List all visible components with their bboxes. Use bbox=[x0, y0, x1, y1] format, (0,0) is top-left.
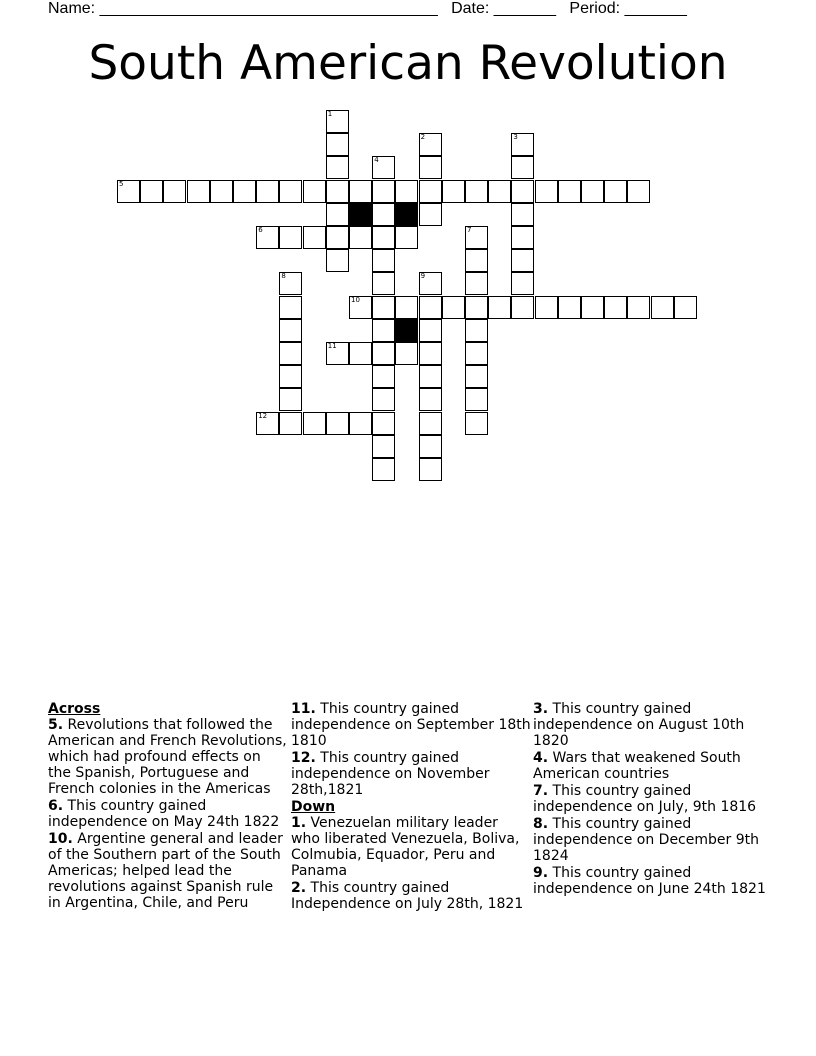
grid-cell[interactable] bbox=[303, 412, 326, 435]
grid-cell[interactable] bbox=[326, 412, 349, 435]
clue-down-9: 9. This country gained independence on June 24th 1821 bbox=[533, 865, 766, 897]
across-heading: Across bbox=[48, 701, 101, 717]
clue-down-3: 3. This country gained independence on August 10th 1820 bbox=[533, 701, 745, 749]
grid-cell[interactable] bbox=[419, 296, 442, 319]
grid-cell[interactable] bbox=[419, 412, 442, 435]
grid-cell[interactable] bbox=[442, 180, 465, 203]
clue-number-9: 9 bbox=[420, 272, 426, 281]
name-label: Name: bbox=[48, 0, 96, 17]
grid-cell[interactable] bbox=[256, 180, 279, 203]
grid-cell[interactable] bbox=[233, 180, 256, 203]
grid-cell[interactable] bbox=[372, 249, 395, 272]
grid-cell[interactable] bbox=[465, 412, 488, 435]
grid-cell[interactable] bbox=[326, 226, 349, 249]
grid-cell[interactable] bbox=[372, 226, 395, 249]
grid-cell[interactable] bbox=[442, 296, 465, 319]
grid-cell[interactable] bbox=[187, 180, 210, 203]
clue-column-1 bbox=[48, 701, 288, 912]
grid-cell[interactable] bbox=[535, 180, 558, 203]
grid-cell[interactable] bbox=[558, 296, 581, 319]
grid-cell[interactable] bbox=[279, 226, 302, 249]
grid-cell[interactable] bbox=[395, 296, 418, 319]
clue-number-8: 8 bbox=[281, 272, 286, 281]
grid-cell[interactable] bbox=[465, 296, 488, 319]
grid-cell[interactable] bbox=[279, 388, 302, 411]
grid-cell[interactable] bbox=[349, 180, 372, 203]
grid-cell[interactable] bbox=[210, 180, 233, 203]
grid-cell[interactable] bbox=[511, 180, 534, 203]
grid-cell[interactable] bbox=[349, 412, 372, 435]
grid-cell[interactable] bbox=[465, 342, 488, 365]
grid-cell[interactable] bbox=[163, 180, 186, 203]
grid-cell[interactable] bbox=[604, 180, 627, 203]
grid-cell[interactable] bbox=[581, 180, 604, 203]
grid-cell[interactable] bbox=[395, 342, 418, 365]
grid-cell[interactable] bbox=[279, 296, 302, 319]
grid-cell[interactable] bbox=[511, 203, 534, 226]
grid-cell[interactable] bbox=[303, 226, 326, 249]
clue-column-2 bbox=[291, 701, 531, 913]
grid-cell[interactable] bbox=[395, 180, 418, 203]
grid-cell[interactable] bbox=[372, 296, 395, 319]
clue-across-5: 5. Revolutions that followed the American and French Revolutions, which had profound effects on the Spanish, Portuguese and French colonies in the Americas bbox=[48, 717, 287, 797]
grid-cell[interactable] bbox=[511, 249, 534, 272]
clue-across-6: 6. This country gained independence on May 24th 1822 bbox=[48, 798, 280, 830]
clue-number-11: 11 bbox=[327, 342, 337, 350]
grid-cell[interactable] bbox=[511, 272, 534, 295]
black-cell bbox=[395, 319, 418, 342]
clue-number-10: 10 bbox=[351, 295, 360, 304]
grid-cell[interactable] bbox=[627, 180, 650, 203]
grid-cell[interactable] bbox=[326, 249, 349, 272]
black-cell bbox=[349, 203, 372, 226]
grid-cell[interactable] bbox=[349, 226, 372, 249]
grid-cell[interactable] bbox=[326, 156, 349, 179]
grid-cell[interactable] bbox=[140, 180, 163, 203]
clue-down-4: 4. Wars that weakened South American countries bbox=[533, 750, 741, 782]
grid-cell[interactable] bbox=[279, 319, 302, 342]
period-blank[interactable]: _______ bbox=[624, 0, 687, 17]
grid-cell[interactable] bbox=[627, 296, 650, 319]
clue-down-7: 7. This country gained independence on July, 9th 1816 bbox=[533, 783, 757, 815]
date-label: Date: bbox=[451, 0, 490, 17]
grid-cell[interactable] bbox=[511, 296, 534, 319]
grid-cell[interactable] bbox=[465, 249, 488, 272]
crossword-grid bbox=[0, 0, 816, 500]
clue-number-7: 7 bbox=[467, 226, 472, 234]
clue-number-12: 12 bbox=[258, 411, 268, 420]
grid-cell[interactable] bbox=[419, 203, 442, 226]
grid-cell[interactable] bbox=[488, 180, 511, 203]
grid-cell[interactable] bbox=[395, 226, 418, 249]
grid-cell[interactable] bbox=[419, 365, 442, 388]
grid-cell[interactable] bbox=[535, 296, 558, 319]
grid-cell[interactable] bbox=[326, 133, 349, 156]
grid-cell[interactable] bbox=[511, 156, 534, 179]
period-label: Period: bbox=[569, 0, 621, 17]
grid-cell[interactable] bbox=[674, 296, 697, 319]
grid-cell[interactable] bbox=[303, 180, 326, 203]
grid-cell[interactable] bbox=[419, 342, 442, 365]
name-blank[interactable]: ______________________________________ bbox=[99, 0, 438, 17]
grid-cell[interactable] bbox=[488, 296, 511, 319]
grid-cell[interactable] bbox=[372, 412, 395, 435]
grid-cell[interactable] bbox=[326, 203, 349, 226]
grid-cell[interactable] bbox=[419, 458, 442, 481]
clue-number-2: 2 bbox=[420, 133, 426, 142]
grid-cell[interactable] bbox=[419, 180, 442, 203]
grid-cell[interactable] bbox=[372, 458, 395, 481]
grid-cell[interactable] bbox=[326, 180, 349, 203]
grid-cell[interactable] bbox=[372, 388, 395, 411]
grid-cell[interactable] bbox=[279, 342, 302, 365]
clue-number-4: 4 bbox=[374, 156, 379, 165]
grid-cell[interactable] bbox=[419, 388, 442, 411]
grid-cell[interactable] bbox=[279, 412, 302, 435]
page-title: South American Revolution bbox=[88, 36, 728, 91]
grid-cell[interactable] bbox=[465, 365, 488, 388]
clue-number-5: 5 bbox=[119, 179, 124, 188]
clue-down-2: 2. This country gained Independence on July 28th, 1821 bbox=[291, 880, 524, 912]
grid-cell[interactable] bbox=[419, 156, 442, 179]
grid-cell[interactable] bbox=[372, 435, 395, 458]
clue-across-10: 10. Argentine general and leader of the Southern part of the South Americas; helped lead the revolutions against Spanish rule in Argentina, Chile, and Peru bbox=[48, 831, 283, 911]
grid-cell[interactable] bbox=[419, 435, 442, 458]
grid-cell[interactable] bbox=[419, 319, 442, 342]
grid-cell[interactable] bbox=[511, 226, 534, 249]
clue-number-3: 3 bbox=[513, 133, 518, 142]
grid-cell[interactable] bbox=[372, 365, 395, 388]
grid-cell[interactable] bbox=[372, 180, 395, 203]
grid-cell[interactable] bbox=[651, 296, 674, 319]
clue-number-6: 6 bbox=[258, 226, 263, 234]
grid-cell[interactable] bbox=[465, 272, 488, 295]
grid-cell[interactable] bbox=[465, 388, 488, 411]
grid-cell[interactable] bbox=[465, 319, 488, 342]
grid-cell[interactable] bbox=[349, 342, 372, 365]
grid-cell[interactable] bbox=[372, 203, 395, 226]
grid-cell[interactable] bbox=[372, 342, 395, 365]
grid-cell[interactable] bbox=[604, 296, 627, 319]
date-blank[interactable]: _______ bbox=[493, 0, 557, 17]
grid-cell[interactable] bbox=[581, 296, 604, 319]
grid-cell[interactable] bbox=[279, 180, 302, 203]
grid-cell[interactable] bbox=[279, 365, 302, 388]
grid-cell[interactable] bbox=[372, 319, 395, 342]
black-cell bbox=[395, 203, 418, 226]
grid-cell[interactable] bbox=[465, 180, 488, 203]
clue-down-1: 1. Venezuelan military leader who liberated Venezuela, Boliva, Colmubia, Equador, Peru and Panama bbox=[291, 815, 520, 879]
down-heading: Down bbox=[291, 799, 336, 815]
clue-across-11: 11. This country gained independence on September 18th 1810 bbox=[291, 701, 531, 749]
clue-column-3 bbox=[533, 701, 773, 898]
clue-across-12: 12. This country gained independence on November 28th,1821 bbox=[291, 750, 490, 798]
grid-cell[interactable] bbox=[558, 180, 581, 203]
grid-cell[interactable] bbox=[372, 272, 395, 295]
clue-down-8: 8. This country gained independence on December 9th 1824 bbox=[533, 816, 759, 864]
clue-number-1: 1 bbox=[327, 110, 333, 118]
